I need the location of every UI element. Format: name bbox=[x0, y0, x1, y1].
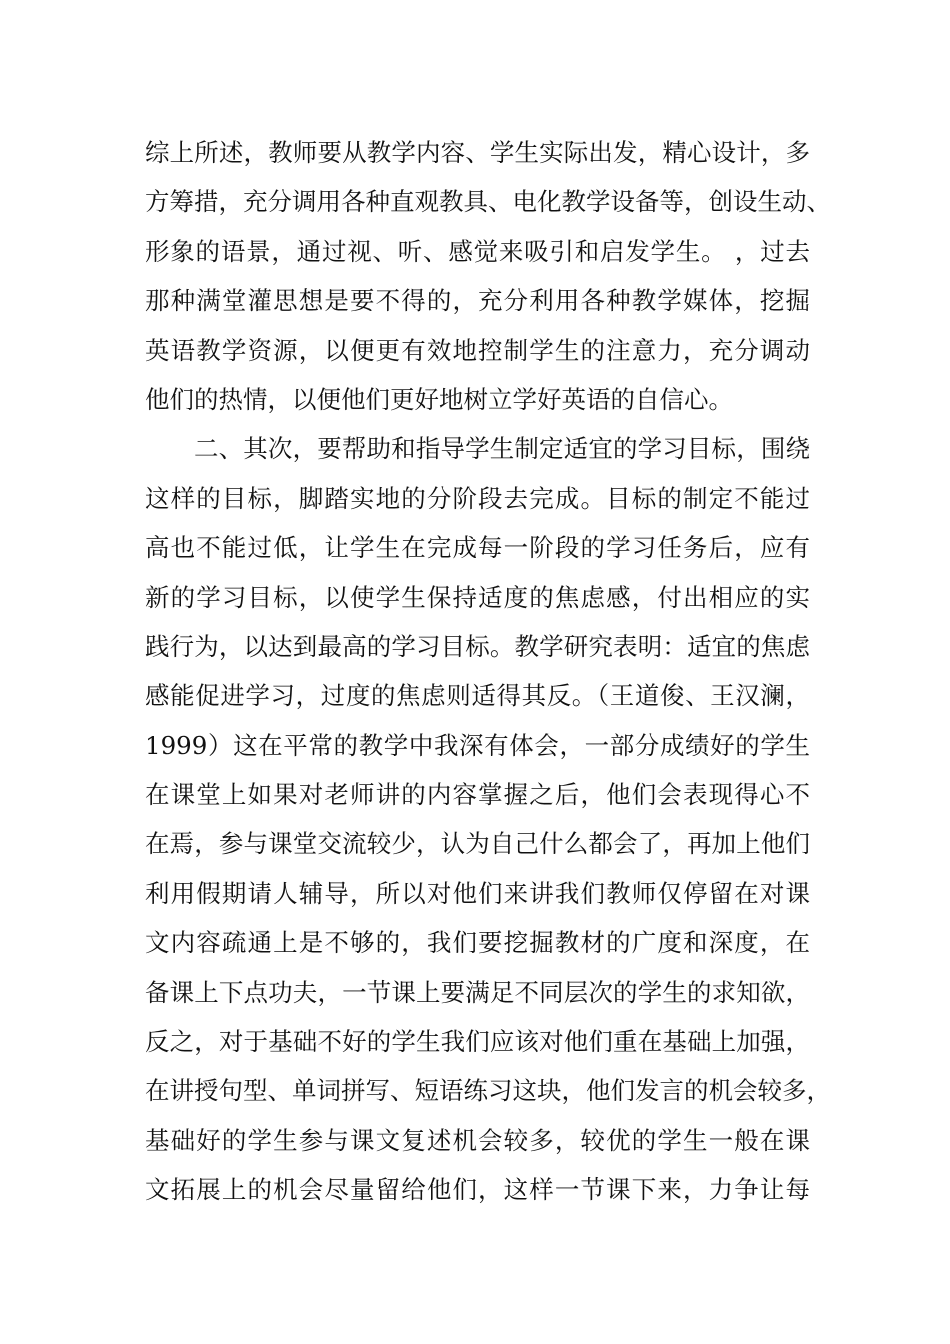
text-line: 在课堂上如果对老师讲的内容掌握之后，他们会表现得心不 bbox=[145, 780, 810, 810]
text-line: 综上所述，教师要从教学内容、学生实际出发，精心设计，多 bbox=[145, 138, 810, 167]
text-line: 利用假期请人辅导，所以对他们来讲我们教师仅停留在对课 bbox=[145, 878, 810, 908]
body-text bbox=[145, 128, 831, 1215]
paragraph-1 bbox=[145, 128, 831, 424]
text-line: 高也不能过低，让学生在完成每一阶段的学习任务后，应有 bbox=[145, 533, 810, 563]
text-line: 他们的热情，以便他们更好地树立学好英语的自信心。 bbox=[145, 384, 733, 414]
text-line: 文拓展上的机会尽量留给他们，这样一节课下来，力争让每 bbox=[145, 1175, 810, 1205]
text-line: 践行为，以达到最高的学习目标。教学研究表明：适宜的焦虑 bbox=[145, 631, 810, 661]
text-line: 新的学习目标，以使学生保持适度的焦虑感，付出相应的实 bbox=[145, 582, 810, 612]
text-line: 文内容疏通上是不够的，我们要挖掘教材的广度和深度，在 bbox=[145, 928, 810, 958]
paragraph-2 bbox=[145, 424, 831, 1214]
text-line: 英语教学资源，以便更有效地控制学生的注意力，充分调动 bbox=[145, 335, 810, 365]
text-line: 反之，对于基础不好的学生我们应该对他们重在基础上加强， bbox=[145, 1027, 810, 1057]
text-line: 二、其次，要帮助和指导学生制定适宜的学习目标，围绕 bbox=[194, 434, 810, 464]
text-line: 方筹措，充分调用各种直观教具、电化教学设备等，创设生动、 bbox=[145, 187, 831, 217]
text-line: 备课上下点功夫，一节课上要满足不同层次的学生的求知欲， bbox=[145, 977, 810, 1007]
text-line: 基础好的学生参与课文复述机会较多，较优的学生一般在课 bbox=[145, 1125, 810, 1155]
text-line: 在焉，参与课堂交流较少，认为自己什么都会了，再加上他们 bbox=[145, 829, 810, 859]
text-line: 这样的目标，脚踏实地的分阶段去完成。目标的制定不能过 bbox=[145, 483, 810, 513]
text-line: 那种满堂灌思想是要不得的，充分利用各种教学媒体，挖掘 bbox=[145, 286, 810, 316]
text-line: 形象的语景，通过视、听、感觉来吸引和启发学生。 ，过去 bbox=[145, 236, 810, 266]
text-line: 感能促进学习，过度的焦虑则适得其反。（王道俊、王汉澜， bbox=[145, 681, 810, 711]
text-line: 在讲授句型、单词拼写、短语练习这块，他们发言的机会较多， bbox=[145, 1076, 831, 1106]
text-line: 1999）这在平常的教学中我深有体会，一部分成绩好的学生 bbox=[145, 730, 810, 760]
